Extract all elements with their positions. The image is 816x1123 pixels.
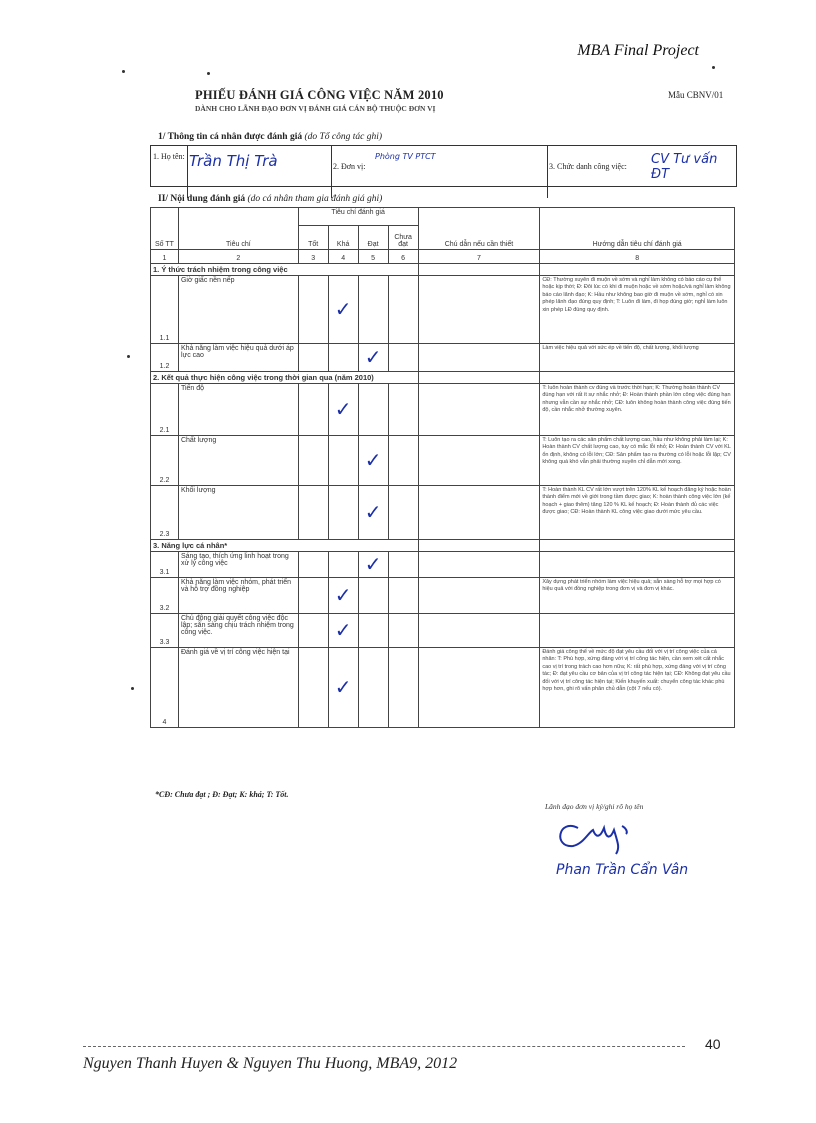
empty-cell bbox=[540, 264, 735, 276]
criteria-cell: Sáng tạo, thích ứng linh hoạt trong xử lý công việc bbox=[178, 552, 298, 578]
table-row bbox=[151, 578, 735, 614]
note-cell[interactable] bbox=[418, 552, 540, 578]
empty-cell bbox=[540, 372, 735, 384]
name-label: 1. Họ tên: bbox=[151, 146, 188, 198]
section2-heading bbox=[158, 194, 382, 204]
form-code: Mẫu CBNV/01 bbox=[668, 90, 724, 100]
rating-dat-cell[interactable] bbox=[358, 384, 388, 436]
scan-speck bbox=[127, 355, 130, 358]
table-row bbox=[151, 436, 735, 486]
scan-speck bbox=[122, 70, 125, 73]
hdr-kha: Khá bbox=[328, 226, 358, 250]
criteria-cell: Khối lượng bbox=[178, 486, 298, 540]
rating-dat-cell[interactable] bbox=[358, 578, 388, 614]
rating-tot-cell[interactable] bbox=[298, 578, 328, 614]
section-row bbox=[151, 372, 735, 384]
evaluation-table bbox=[150, 207, 735, 728]
guide-cell: Đánh giá công thể về mức độ đạt yêu cầu đối với vị trí công việc của cá nhân: T: Phù hợp, xứng đáng với vị trí công tác hiện, cần xem xét cất nhắc cao vị trí trong trách cao hơn nữa; K: rất phù hợp, xứng đáng với vị trí công tác; Đ: đạt yêu cầu cơ bản của vị trí công tác hiện tại; CĐ: Không đạt yêu cầu đối với vị trí công tác hiện tại; Kiến khuyến xuất: chuyển công tác khác phù hợp hơn, ghi rõ vấn phân chủ dẫn (cột 7 nếu có). bbox=[540, 648, 735, 728]
rating-kha-checked[interactable]: ✓ bbox=[328, 578, 358, 614]
hdr-dat: Đạt bbox=[358, 226, 388, 250]
rating-kha-cell[interactable] bbox=[328, 552, 358, 578]
rating-dat-cell[interactable] bbox=[358, 276, 388, 344]
guide-cell: Làm việc hiệu quả với sức ép về tiến độ, chất lượng, khối lượng bbox=[540, 344, 735, 372]
note-cell[interactable] bbox=[418, 436, 540, 486]
empty-cell bbox=[540, 540, 735, 552]
signer-label: Lãnh đạo đơn vị ký/ghi rõ họ tên bbox=[545, 802, 644, 811]
name-value: Trần Thị Trà bbox=[187, 146, 332, 198]
note-cell[interactable] bbox=[418, 614, 540, 648]
row-number: 2.2 bbox=[151, 436, 179, 486]
hdr-criteria: Tiêu chí bbox=[178, 208, 298, 250]
row-number: 3.3 bbox=[151, 614, 179, 648]
scan-speck bbox=[131, 687, 134, 690]
empty-cell bbox=[418, 372, 540, 384]
form-subtitle: DÀNH CHO LÃNH ĐẠO ĐƠN VỊ ĐÁNH GIÁ CÁN BỘ THUỘC ĐƠN VỊ bbox=[195, 104, 436, 113]
rating-chuadat-cell[interactable] bbox=[388, 436, 418, 486]
row-number: 1.2 bbox=[151, 344, 179, 372]
note-cell[interactable] bbox=[418, 486, 540, 540]
footer-authors: Nguyen Thanh Huyen & Nguyen Thu Huong, MBA9, 2012 bbox=[83, 1055, 458, 1072]
rating-chuadat-cell[interactable] bbox=[388, 578, 418, 614]
section-row bbox=[151, 264, 735, 276]
section1-heading bbox=[158, 132, 382, 142]
row-number: 4 bbox=[151, 648, 179, 728]
column-number: 2 bbox=[178, 250, 298, 264]
rating-kha-cell[interactable] bbox=[328, 436, 358, 486]
table-row bbox=[151, 344, 735, 372]
hdr-stt: Số TT bbox=[151, 208, 179, 250]
section-title: 3. Năng lực cá nhân* bbox=[151, 540, 419, 552]
row-number: 2.1 bbox=[151, 384, 179, 436]
rating-kha-checked[interactable]: ✓ bbox=[328, 648, 358, 728]
hdr-group: Tiêu chí đánh giá bbox=[298, 208, 418, 226]
page-number: 40 bbox=[705, 1036, 721, 1052]
guide-cell: T: Hoàn thành KL CV rất lớn vượt trên 120% KL kế hoạch đăng ký hoặc hoàn thành điểm mới về giới trong tầm được giao; K: hoàn thành công việc lớn (kế hoạch + giao thêm) tăng 120 % KL kế hoạch; Đ: Hoàn thành đủ các việc được giao; CĐ: Hoàn thành KL công việc giao dưới mức yêu cầu. bbox=[540, 486, 735, 540]
form-title: PHIẾU ĐÁNH GIÁ CÔNG VIỆC NĂM 2010 bbox=[195, 88, 444, 102]
rating-chuadat-cell[interactable] bbox=[388, 648, 418, 728]
note-cell[interactable] bbox=[418, 578, 540, 614]
guide-cell bbox=[540, 552, 735, 578]
column-number: 7 bbox=[418, 250, 540, 264]
rating-tot-cell[interactable] bbox=[298, 648, 328, 728]
column-number: 8 bbox=[540, 250, 735, 264]
rating-kha-cell[interactable] bbox=[328, 344, 358, 372]
section2-label: II/ Nội dung đánh giá bbox=[158, 194, 246, 204]
rating-dat-checked[interactable]: ✓ bbox=[358, 486, 388, 540]
rating-kha-checked[interactable]: ✓ bbox=[328, 614, 358, 648]
note-cell[interactable] bbox=[418, 384, 540, 436]
criteria-cell: Tiến độ bbox=[178, 384, 298, 436]
guide-cell bbox=[540, 614, 735, 648]
note-cell[interactable] bbox=[418, 344, 540, 372]
rating-chuadat-cell[interactable] bbox=[388, 552, 418, 578]
table-row bbox=[151, 648, 735, 728]
guide-cell: CĐ: Thường xuyên đi muộn về sớm và nghỉ làm không có báo cáo cụ thể hoặc kịp thời; Đ: Đôi lúc có khi đi muộn hoặc về sớm hoặc/và nghỉ làm không báo cáo lãnh đạo; K: Hầu như không bao giờ đi muộn về sớm, nghỉ có xin phép lãnh đạo đúng quy định; T: Luôn đi làm, đi họp đúng giờ; nghỉ làm luôn xin phép LĐ đúng quy định. bbox=[540, 276, 735, 344]
hdr-note: Chú dẫn nếu cần thiết bbox=[418, 208, 540, 250]
section1-label: 1/ Thông tin cá nhân được đánh giá bbox=[158, 132, 303, 142]
guide-cell: T: luôn hoàn thành cv đúng và trước thời hạn; K: Thường hoàn thành CV đúng hạn với rất ít sự nhắc nhở; Đ: Hoàn thành phần lớn công việc đúng hạn nhưng vẫn cần sự nhắc nhở; CĐ: luôn không hoàn thành công việc đúng tiến độ, cần nhắc nhở thường xuyên. bbox=[540, 384, 735, 436]
table-row bbox=[151, 384, 735, 436]
signature-mark bbox=[548, 808, 668, 858]
rating-kha-cell[interactable] bbox=[328, 486, 358, 540]
section-title: 1. Ý thức trách nhiệm trong công việc bbox=[151, 264, 419, 276]
signer-name: Phan Trần Cẩn Vân bbox=[556, 862, 689, 878]
note-cell[interactable] bbox=[418, 276, 540, 344]
row-number: 2.3 bbox=[151, 486, 179, 540]
unit-label: 2. Đơn vị: bbox=[333, 162, 366, 171]
scan-speck bbox=[207, 72, 210, 75]
rating-dat-cell[interactable] bbox=[358, 614, 388, 648]
rating-dat-cell[interactable] bbox=[358, 648, 388, 728]
rating-tot-cell[interactable] bbox=[298, 486, 328, 540]
criteria-cell: Chất lượng bbox=[178, 436, 298, 486]
table-row bbox=[151, 486, 735, 540]
rating-chuadat-cell[interactable] bbox=[388, 384, 418, 436]
row-number: 3.1 bbox=[151, 552, 179, 578]
table-row bbox=[151, 614, 735, 648]
empty-cell bbox=[418, 540, 540, 552]
criteria-cell: Giờ giấc nền nếp bbox=[178, 276, 298, 344]
note-cell[interactable] bbox=[418, 648, 540, 728]
position-label: 3. Chức danh công việc: bbox=[549, 162, 627, 171]
hdr-tot: Tốt bbox=[298, 226, 328, 250]
column-number-row bbox=[151, 250, 735, 264]
column-number: 4 bbox=[328, 250, 358, 264]
column-number: 5 bbox=[358, 250, 388, 264]
table-row bbox=[151, 276, 735, 344]
rating-kha-checked[interactable]: ✓ bbox=[328, 384, 358, 436]
scan-speck bbox=[712, 66, 715, 69]
rating-dat-checked[interactable]: ✓ bbox=[358, 344, 388, 372]
section2-note: (do cá nhân tham gia đánh giá ghi) bbox=[247, 194, 383, 204]
rating-dat-checked[interactable]: ✓ bbox=[358, 552, 388, 578]
rating-dat-checked[interactable]: ✓ bbox=[358, 436, 388, 486]
criteria-cell: Chủ động giải quyết công việc độc lập; sẵn sàng chịu trách nhiệm trong công việc. bbox=[178, 614, 298, 648]
section-title: 2. Kết quả thực hiện công việc trong thời gian qua (năm 2010) bbox=[151, 372, 419, 384]
info-row bbox=[150, 145, 737, 187]
column-number: 6 bbox=[388, 250, 418, 264]
rating-tot-cell[interactable] bbox=[298, 552, 328, 578]
rating-chuadat-cell[interactable] bbox=[388, 614, 418, 648]
section1-note: (do Tổ công tác ghi) bbox=[304, 132, 383, 142]
criteria-cell: Đánh giá về vị trí công việc hiện tại bbox=[178, 648, 298, 728]
rating-tot-cell[interactable] bbox=[298, 276, 328, 344]
criteria-cell: Khả năng làm việc nhóm, phát triển và hỗ trợ đồng nghiệp bbox=[178, 578, 298, 614]
row-number: 1.1 bbox=[151, 276, 179, 344]
rating-chuadat-cell[interactable] bbox=[388, 276, 418, 344]
table-row bbox=[151, 552, 735, 578]
unit-value: Phòng TV PTCT bbox=[373, 146, 548, 198]
hdr-chuadat: Chưa đạt bbox=[388, 226, 418, 250]
column-number: 3 bbox=[298, 250, 328, 264]
header-project: MBA Final Project bbox=[577, 42, 699, 59]
rating-kha-checked[interactable]: ✓ bbox=[328, 276, 358, 344]
position-value: CV Tư vấn ĐT bbox=[651, 152, 718, 182]
rating-tot-cell[interactable] bbox=[298, 436, 328, 486]
guide-cell: T: Luôn tạo ra các sản phẩm chất lượng cao, hầu như không phải làm lại; K: Hoàn thành CV chất lượng cao, tuy có mắc lỗi nhỏ; Đ: Hoàn thành CV với KL ổn định, không có lỗi lớn; CĐ: Sản phẩm tạo ra thường có lỗi hoặc lỗi lặp; CV không quá khó vẫn phải thường xuyên chỉ dẫn mới xong. bbox=[540, 436, 735, 486]
criteria-cell: Khả năng làm việc hiệu quả dưới áp lực cao bbox=[178, 344, 298, 372]
row-number: 3.2 bbox=[151, 578, 179, 614]
guide-cell: Xây dựng phát triển nhóm làm việc hiệu quả; sẵn sàng hỗ trợ mọi hợp có hiệu quả với đồng nghiệp trong đơn vị và đơn vị khác. bbox=[540, 578, 735, 614]
rating-tot-cell[interactable] bbox=[298, 384, 328, 436]
rating-tot-cell[interactable] bbox=[298, 614, 328, 648]
rating-chuadat-cell[interactable] bbox=[388, 486, 418, 540]
hdr-guide: Hướng dẫn tiêu chí đánh giá bbox=[540, 208, 735, 250]
column-number: 1 bbox=[151, 250, 179, 264]
rating-chuadat-cell[interactable] bbox=[388, 344, 418, 372]
footnote: *CĐ: Chưa đạt ; Đ: Đạt; K: khá; T: Tốt. bbox=[155, 790, 289, 799]
section-row bbox=[151, 540, 735, 552]
rating-tot-cell[interactable] bbox=[298, 344, 328, 372]
footer-rule bbox=[83, 1046, 685, 1047]
empty-cell bbox=[418, 264, 540, 276]
